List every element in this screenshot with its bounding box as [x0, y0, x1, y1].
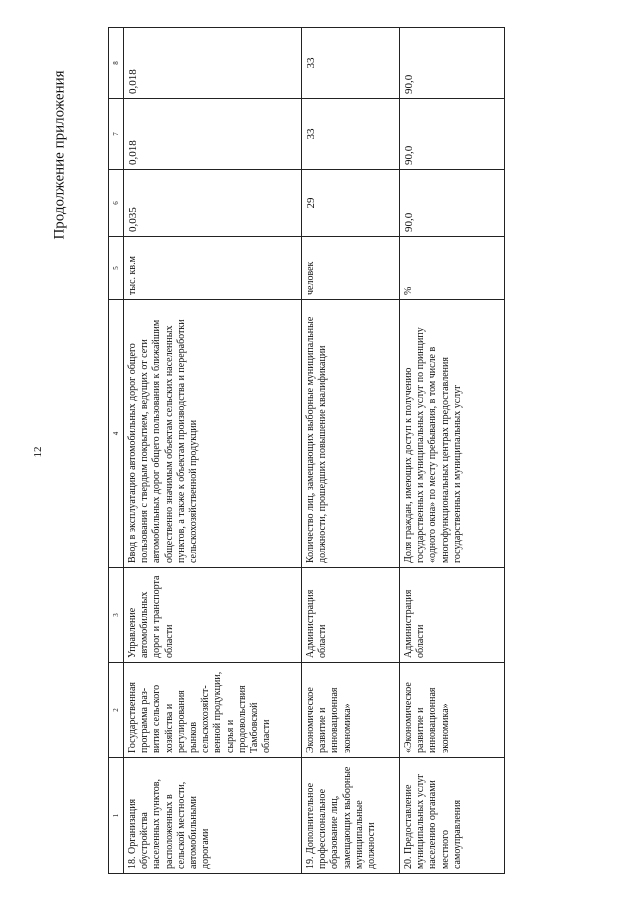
value-cell: 29	[302, 170, 400, 237]
value-cell: 33	[302, 99, 400, 170]
column-number: 2	[109, 663, 124, 758]
responsible-cell: Администрация области	[302, 568, 400, 663]
description-cell: Количество лиц, замещающих выборные муниципальные должности, прошедших повышение квалификации	[302, 300, 400, 568]
table-content	[108, 28, 503, 874]
rotated-table-frame	[108, 28, 503, 874]
value-cell: 90,0	[400, 99, 505, 170]
column-number: 7	[109, 99, 124, 170]
column-number: 1	[109, 758, 124, 874]
unit-cell: тыс. кв.м	[124, 237, 302, 300]
description-cell: Доля граждан, имеющих доступ к получению государственных и муниципальных услуг по принципу «одного окна» по месту пребывания, в том числе в многофункциональных центрах предоставления государственных и муниципальных услуг	[400, 300, 505, 568]
unit-cell: %	[400, 237, 505, 300]
value-cell: 0,018	[124, 28, 302, 99]
value-cell: 33	[302, 28, 400, 99]
value-cell: 0,035	[124, 170, 302, 237]
program-cell: Государственная программа раз-вития сельского хозяйства и регулирования рынков сельскохозяйст-венной продукции, сырья и продовольствия Тамбовской области	[124, 663, 302, 758]
responsible-cell: Управление автомобильных дорог и транспорта области	[124, 568, 302, 663]
table-row	[400, 28, 505, 874]
appendix-table	[108, 27, 505, 874]
table-row	[124, 28, 302, 874]
column-number: 8	[109, 28, 124, 99]
program-cell: Экономическое развитие и инновационная экономика»	[302, 663, 400, 758]
page-heading: Продолжение приложения	[51, 70, 68, 240]
column-number: 5	[109, 237, 124, 300]
column-number: 6	[109, 170, 124, 237]
value-cell: 90,0	[400, 28, 505, 99]
page-number: 12	[32, 446, 44, 458]
column-number: 3	[109, 568, 124, 663]
indicator-cell: 19. Дополнительное профессиональное образование лиц, замещающих выборные муниципальные должности	[302, 758, 400, 874]
column-number: 4	[109, 300, 124, 568]
indicator-cell: 20. Предоставление муниципальных услуг населению органами местного самоуправления	[400, 758, 505, 874]
table-row	[302, 28, 400, 874]
unit-cell: человек	[302, 237, 400, 300]
value-cell: 90,0	[400, 170, 505, 237]
program-cell: «Экономическое развитие и инновационная экономика»	[400, 663, 505, 758]
responsible-cell: Администрация области	[400, 568, 505, 663]
column-number-row	[109, 28, 124, 874]
value-cell: 0,018	[124, 99, 302, 170]
indicator-cell: 18. Организация обустройства населенных пунктов, расположенных в сельской местности, автомобильными дорогами	[124, 758, 302, 874]
description-cell: Ввод в эксплуатацию автомобильных дорог общего пользования с твердым покрытием, ведущих от сети автомобильных дорог общего пользования к ближайшим общественно значимым объектам сельских населенных пунктов, а также к объектам производства и переработки сельскохозяйственной продукции	[124, 300, 302, 568]
